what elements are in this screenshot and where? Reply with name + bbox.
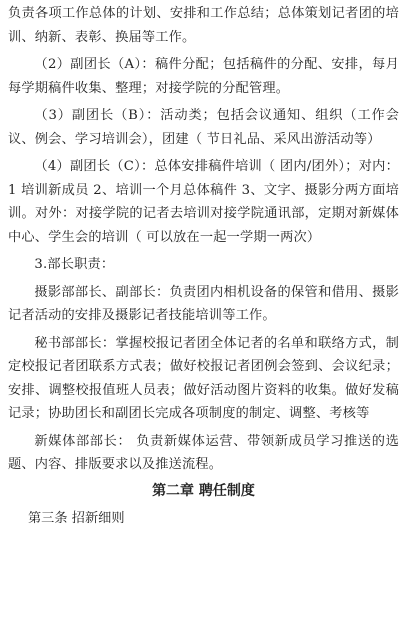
- article-line: 第三条 招新细则: [28, 510, 125, 526]
- chapter-heading: 第二章 聘任制度: [152, 482, 255, 499]
- paragraph-new-media-minister: 新媒体部部长： 负责新媒体运营、带领新成员学习推送的选题、内容、排版要求以及推送流程。: [8, 433, 399, 472]
- paragraph-leader-duties: 负责各项工作总体的计划、安排和工作总结；总体策划记者团的培训、纳新、表彰、换届等工作。: [8, 6, 399, 45]
- paragraph-minister-duties-title: 3.部长职责：: [34, 257, 115, 272]
- paragraph-vice-leader-b: （3）副团长（B）：活动类；包括会议通知、组织（工作会议、例会、学习培训会），团建（ 节日礼品、采风出游活动等）: [8, 108, 399, 147]
- paragraph-photography-minister: 摄影部部长、副部长：负责团内相机设备的保管和借用、摄影记者活动的安排及摄影记者技能培训等工作。: [8, 284, 399, 323]
- paragraph-vice-leader-a: （2）副团长（A）：稿件分配；包括稿件的分配、安排，每月每学期稿件收集、整理；对接学院的分配管理。: [8, 57, 399, 96]
- paragraph-secretary-minister: 秘书部部长：掌握校报记者团全体记者的名单和联络方式，制定校报记者团联系方式表；做好校报记者团例会签到、会议纪录；安排、调整校报值班人员表；做好活动图片资料的收集。做好发稿记录；协助团长和副团长完成各项制度的制定、调整、考核等: [8, 335, 399, 421]
- chapter-heading-wrap: [8, 479, 399, 503]
- paragraph-vice-leader-c: （4）副团长（C）：总体安排稿件培训（ 团内/团外）；对内：1 培训新成员 2、培训一个月总体稿件 3、文字、摄影分两方面培训。对外：对接学院的记者去培训对接学院通讯部，定期对新媒体中心、学生会的培训（ 可以放在一起一学期一两次）: [8, 159, 399, 245]
